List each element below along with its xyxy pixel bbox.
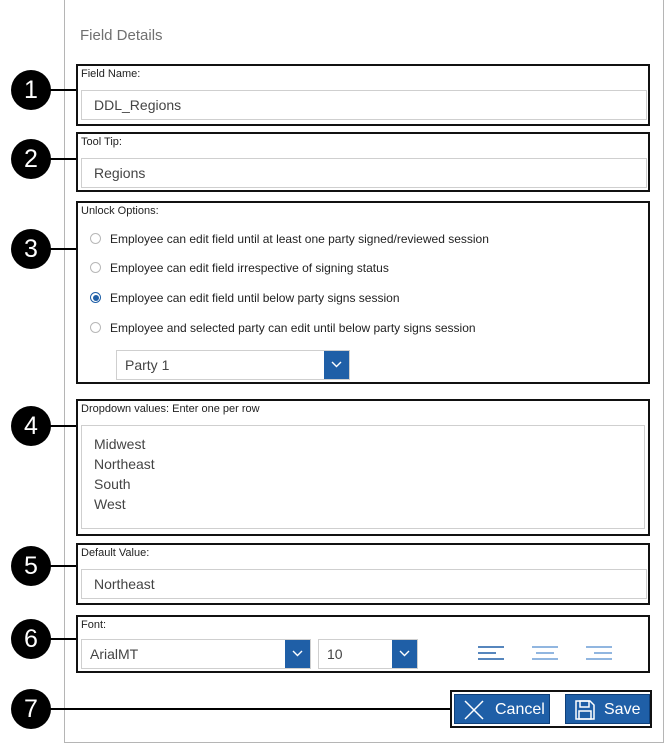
- field-name-label: Field Name:: [81, 68, 141, 80]
- font-section: [76, 615, 650, 673]
- callout-leader: [50, 565, 77, 567]
- dropdown-value-line: West: [94, 496, 126, 512]
- align-right-icon[interactable]: [586, 645, 612, 666]
- callout-2: 2: [11, 139, 51, 179]
- unlock-option-3[interactable]: [90, 290, 400, 306]
- close-icon: [463, 699, 485, 721]
- callout-3: 3: [11, 229, 51, 269]
- radio-button[interactable]: [90, 262, 101, 273]
- font-size-select[interactable]: [318, 639, 418, 669]
- default-value-section: [76, 543, 650, 605]
- dropdown-value-line: South: [94, 476, 131, 492]
- tool-tip-label: Tool Tip:: [81, 136, 122, 148]
- callout-1: 1: [11, 70, 51, 110]
- callout-leader: [50, 158, 77, 160]
- radio-button[interactable]: [90, 322, 101, 333]
- callout-7: 7: [11, 689, 51, 729]
- unlock-option-label: Employee and selected party can edit until below party signs session: [110, 321, 476, 335]
- dropdown-values-section: [76, 399, 650, 536]
- callout-leader: [50, 248, 77, 250]
- actions-section: [450, 690, 652, 728]
- dropdown-value-line: Northeast: [94, 456, 155, 472]
- font-family-select[interactable]: [81, 639, 311, 669]
- unlock-option-1[interactable]: [90, 231, 489, 247]
- radio-button-selected[interactable]: [90, 292, 101, 303]
- callout-leader: [50, 638, 77, 640]
- chevron-down-icon[interactable]: [392, 640, 417, 668]
- unlock-options-label: Unlock Options:: [81, 205, 159, 217]
- dropdown-values-textarea[interactable]: [81, 425, 645, 529]
- field-name-section: [76, 64, 650, 126]
- default-value-label: Default Value:: [81, 547, 150, 559]
- party-select-value: Party 1: [125, 357, 170, 373]
- save-button[interactable]: [565, 694, 650, 724]
- unlock-option-2[interactable]: [90, 260, 389, 276]
- cancel-button[interactable]: [454, 694, 550, 724]
- callout-leader: [50, 708, 450, 710]
- chevron-down-icon[interactable]: [324, 351, 349, 379]
- save-disk-icon: [574, 699, 596, 721]
- default-value-input[interactable]: Northeast: [81, 569, 647, 599]
- callout-6: 6: [11, 619, 51, 659]
- font-size-value: 10: [327, 646, 343, 662]
- callout-4: 4: [11, 406, 51, 446]
- callout-leader: [50, 425, 77, 427]
- dropdown-values-label: Dropdown values: Enter one per row: [81, 403, 260, 415]
- callout-5: 5: [11, 546, 51, 586]
- tool-tip-input[interactable]: Regions: [81, 158, 647, 188]
- unlock-option-label: Employee can edit field until at least one party signed/reviewed session: [110, 232, 489, 246]
- dialog-title: Field Details: [80, 27, 163, 44]
- tool-tip-section: [76, 132, 650, 192]
- unlock-options-section: [76, 201, 650, 384]
- save-label: Save: [604, 701, 641, 718]
- unlock-option-label: Employee can edit field irrespective of signing status: [110, 261, 389, 275]
- dropdown-value-line: Midwest: [94, 436, 146, 452]
- party-select[interactable]: [116, 350, 350, 380]
- align-center-icon[interactable]: [532, 645, 558, 666]
- unlock-option-label: Employee can edit field until below party signs session: [110, 291, 400, 305]
- cancel-label: Cancel: [495, 701, 545, 718]
- chevron-down-icon[interactable]: [285, 640, 310, 668]
- font-label: Font:: [81, 619, 107, 631]
- unlock-option-4[interactable]: [90, 320, 476, 336]
- align-left-icon[interactable]: [478, 645, 504, 666]
- field-name-input[interactable]: DDL_Regions: [81, 90, 647, 120]
- callout-leader: [50, 89, 77, 91]
- radio-button[interactable]: [90, 233, 101, 244]
- font-family-value: ArialMT: [90, 646, 139, 662]
